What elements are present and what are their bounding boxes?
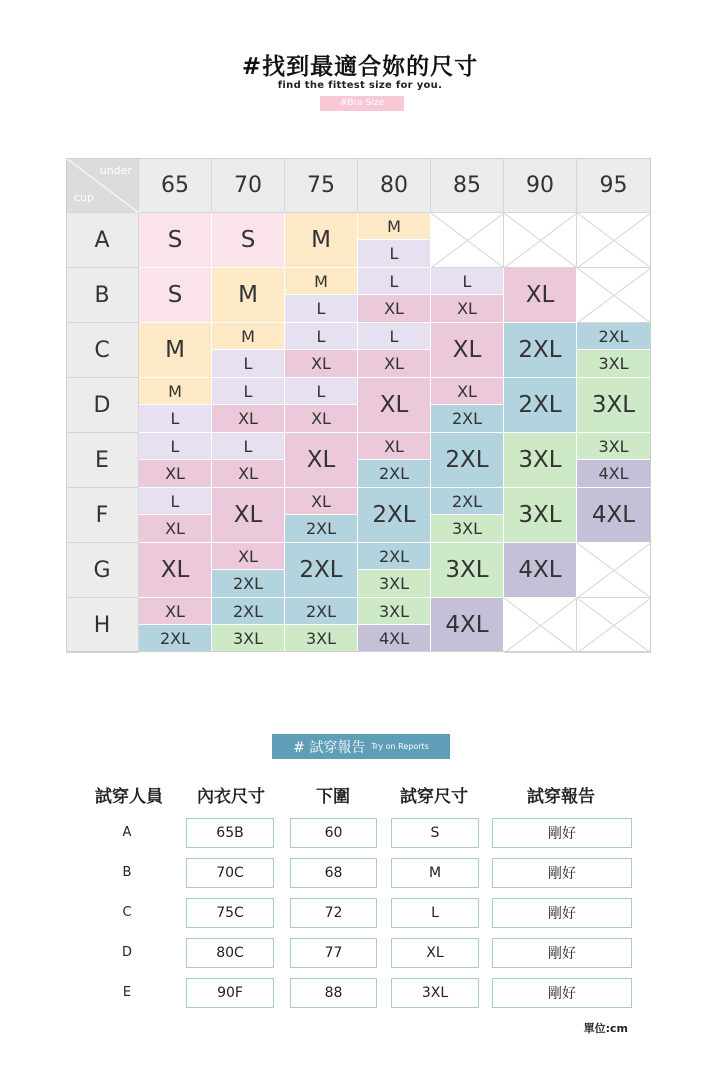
size-cell-half: 4XL [358, 625, 431, 653]
size-cell-half: XL [212, 460, 285, 488]
size-cell-half: M [139, 378, 212, 405]
page-subtitle: find the fittest size for you. [277, 80, 443, 91]
size-cell-half: L [285, 378, 358, 405]
size-cell: 3XL [577, 378, 651, 433]
report-person-label: D [121, 945, 132, 960]
size-cell-half: L [431, 268, 504, 295]
report-badge-subtitle: Try on Reports [371, 742, 429, 751]
report-bra-value: 90F [186, 978, 274, 1008]
size-cell-half: XL [285, 405, 358, 433]
size-cell: S [139, 268, 212, 323]
size-cell-half: 2XL [212, 598, 285, 625]
size-cell-half: 3XL [431, 515, 504, 543]
size-cell-half: 3XL [358, 570, 431, 598]
size-cell-empty [577, 268, 651, 323]
size-cell: M [212, 268, 285, 323]
size-cell-half: M [285, 268, 358, 295]
size-cell: M [139, 323, 212, 378]
report-result-value: 剛好 [492, 938, 632, 968]
report-bra-value: 75C [186, 898, 274, 928]
report-column-header: 內衣尺寸 [197, 787, 265, 807]
row-header: F [66, 488, 139, 543]
size-cell-half: 3XL [358, 598, 431, 625]
report-column-header: 試穿報告 [527, 787, 595, 807]
size-cell: S [212, 213, 285, 268]
size-cell-half: 2XL [358, 460, 431, 488]
size-cell-half: 2XL [285, 515, 358, 543]
size-cell: 4XL [577, 488, 651, 543]
report-bra-value: 65B [186, 818, 274, 848]
report-under-value: 77 [290, 938, 377, 968]
cross-icon [504, 213, 577, 268]
cross-icon [504, 598, 577, 653]
cross-icon [577, 268, 651, 323]
size-cell-half: L [139, 405, 212, 433]
column-header: 90 [504, 158, 577, 213]
size-cell: S [139, 213, 212, 268]
corner-under-label: under [99, 164, 132, 177]
size-cell: XL [358, 378, 431, 433]
report-under-value: 60 [290, 818, 377, 848]
size-cell: 4XL [504, 543, 577, 598]
report-size-value: XL [391, 938, 479, 968]
size-cell: XL [285, 433, 358, 488]
size-cell-half: L [139, 433, 212, 460]
size-cell-half: 4XL [577, 460, 651, 488]
size-cell-half: 3XL [212, 625, 285, 653]
size-cell-half: XL [431, 378, 504, 405]
column-header: 65 [139, 158, 212, 213]
report-person-label: C [122, 905, 132, 920]
report-under-value: 72 [290, 898, 377, 928]
report-person-label: B [122, 865, 132, 880]
size-cell-half: XL [358, 350, 431, 378]
size-cell: 2XL [285, 543, 358, 598]
report-size-value: L [391, 898, 479, 928]
report-bra-value: 80C [186, 938, 274, 968]
size-cell-half: L [212, 350, 285, 378]
size-cell-half: 3XL [577, 350, 651, 378]
size-cell-empty [577, 213, 651, 268]
size-cell-empty [431, 213, 504, 268]
row-header: H [66, 598, 139, 653]
report-result-value: 剛好 [492, 898, 632, 928]
cross-icon [431, 213, 504, 268]
size-cell-half: XL [358, 295, 431, 323]
size-cell-half: 3XL [577, 433, 651, 460]
try-on-report-badge [272, 734, 450, 759]
report-bra-value: 70C [186, 858, 274, 888]
size-cell-half: 2XL [577, 323, 651, 350]
size-cell-empty [577, 543, 651, 598]
size-cell-half: XL [139, 515, 212, 543]
size-cell-half: L [358, 240, 431, 268]
size-cell-half: L [212, 378, 285, 405]
report-size-value: S [391, 818, 479, 848]
column-header: 75 [285, 158, 358, 213]
size-cell: XL [431, 323, 504, 378]
report-under-value: 88 [290, 978, 377, 1008]
corner-cup-label: cup [74, 191, 95, 204]
report-result-value: 剛好 [492, 818, 632, 848]
column-header: 85 [431, 158, 504, 213]
report-column-header: 試穿人員 [95, 787, 163, 807]
size-cell: 3XL [504, 433, 577, 488]
size-cell-half: XL [139, 598, 212, 625]
size-cell-half: XL [285, 488, 358, 515]
size-cell: XL [212, 488, 285, 543]
size-cell-empty [504, 598, 577, 653]
bra-size-badge: #Bra Size [320, 96, 404, 111]
size-cell: 2XL [431, 433, 504, 488]
size-cell: 3XL [504, 488, 577, 543]
report-size-value: M [391, 858, 479, 888]
size-cell: 2XL [504, 323, 577, 378]
row-header: C [66, 323, 139, 378]
size-cell-half: XL [285, 350, 358, 378]
size-cell: 2XL [504, 378, 577, 433]
report-size-value: 3XL [391, 978, 479, 1008]
report-person-label: A [122, 825, 132, 840]
size-cell-half: XL [431, 295, 504, 323]
size-cell-half: 2XL [139, 625, 212, 653]
size-cell-half: M [358, 213, 431, 240]
size-cell-half: 2XL [431, 488, 504, 515]
report-result-value: 剛好 [492, 978, 632, 1008]
size-cell: 4XL [431, 598, 504, 653]
size-cell-empty [504, 213, 577, 268]
size-cell-half: L [285, 295, 358, 323]
row-header: G [66, 543, 139, 598]
size-cell-half: 2XL [358, 543, 431, 570]
size-cell-half: L [285, 323, 358, 350]
report-under-value: 68 [290, 858, 377, 888]
size-cell: XL [504, 268, 577, 323]
size-cell: 3XL [431, 543, 504, 598]
size-cell-half: 3XL [285, 625, 358, 653]
report-column-header: 試穿尺寸 [400, 787, 468, 807]
size-cell-half: 2XL [431, 405, 504, 433]
report-result-value: 剛好 [492, 858, 632, 888]
size-cell: 2XL [358, 488, 431, 543]
size-cell-half: XL [358, 433, 431, 460]
size-cell: XL [139, 543, 212, 598]
cross-icon [577, 213, 651, 268]
page-title: #找到最適合妳的尺寸 [241, 54, 479, 80]
row-header: A [66, 213, 139, 268]
size-cell-half: 2XL [285, 598, 358, 625]
report-person-label: E [122, 985, 132, 1000]
size-cell-half: L [358, 323, 431, 350]
column-header: 70 [212, 158, 285, 213]
size-cell-half: XL [139, 460, 212, 488]
size-chart-grid [66, 158, 651, 652]
size-cell-empty [577, 598, 651, 653]
report-column-header: 下圍 [316, 787, 350, 807]
cross-icon [577, 543, 651, 598]
report-badge-title: # 試穿報告 [293, 739, 366, 756]
row-header: B [66, 268, 139, 323]
size-cell-half: L [139, 488, 212, 515]
size-cell-half: 2XL [212, 570, 285, 598]
unit-note: 單位:cm [583, 1022, 628, 1035]
size-cell-half: L [212, 433, 285, 460]
size-cell-half: M [212, 323, 285, 350]
size-cell-half: XL [212, 543, 285, 570]
size-cell: M [285, 213, 358, 268]
cross-icon [577, 598, 651, 653]
grid-corner [66, 158, 139, 213]
column-header: 95 [577, 158, 651, 213]
row-header: D [66, 378, 139, 433]
size-cell-half: L [358, 268, 431, 295]
row-header: E [66, 433, 139, 488]
size-cell-half: XL [212, 405, 285, 433]
column-header: 80 [358, 158, 431, 213]
